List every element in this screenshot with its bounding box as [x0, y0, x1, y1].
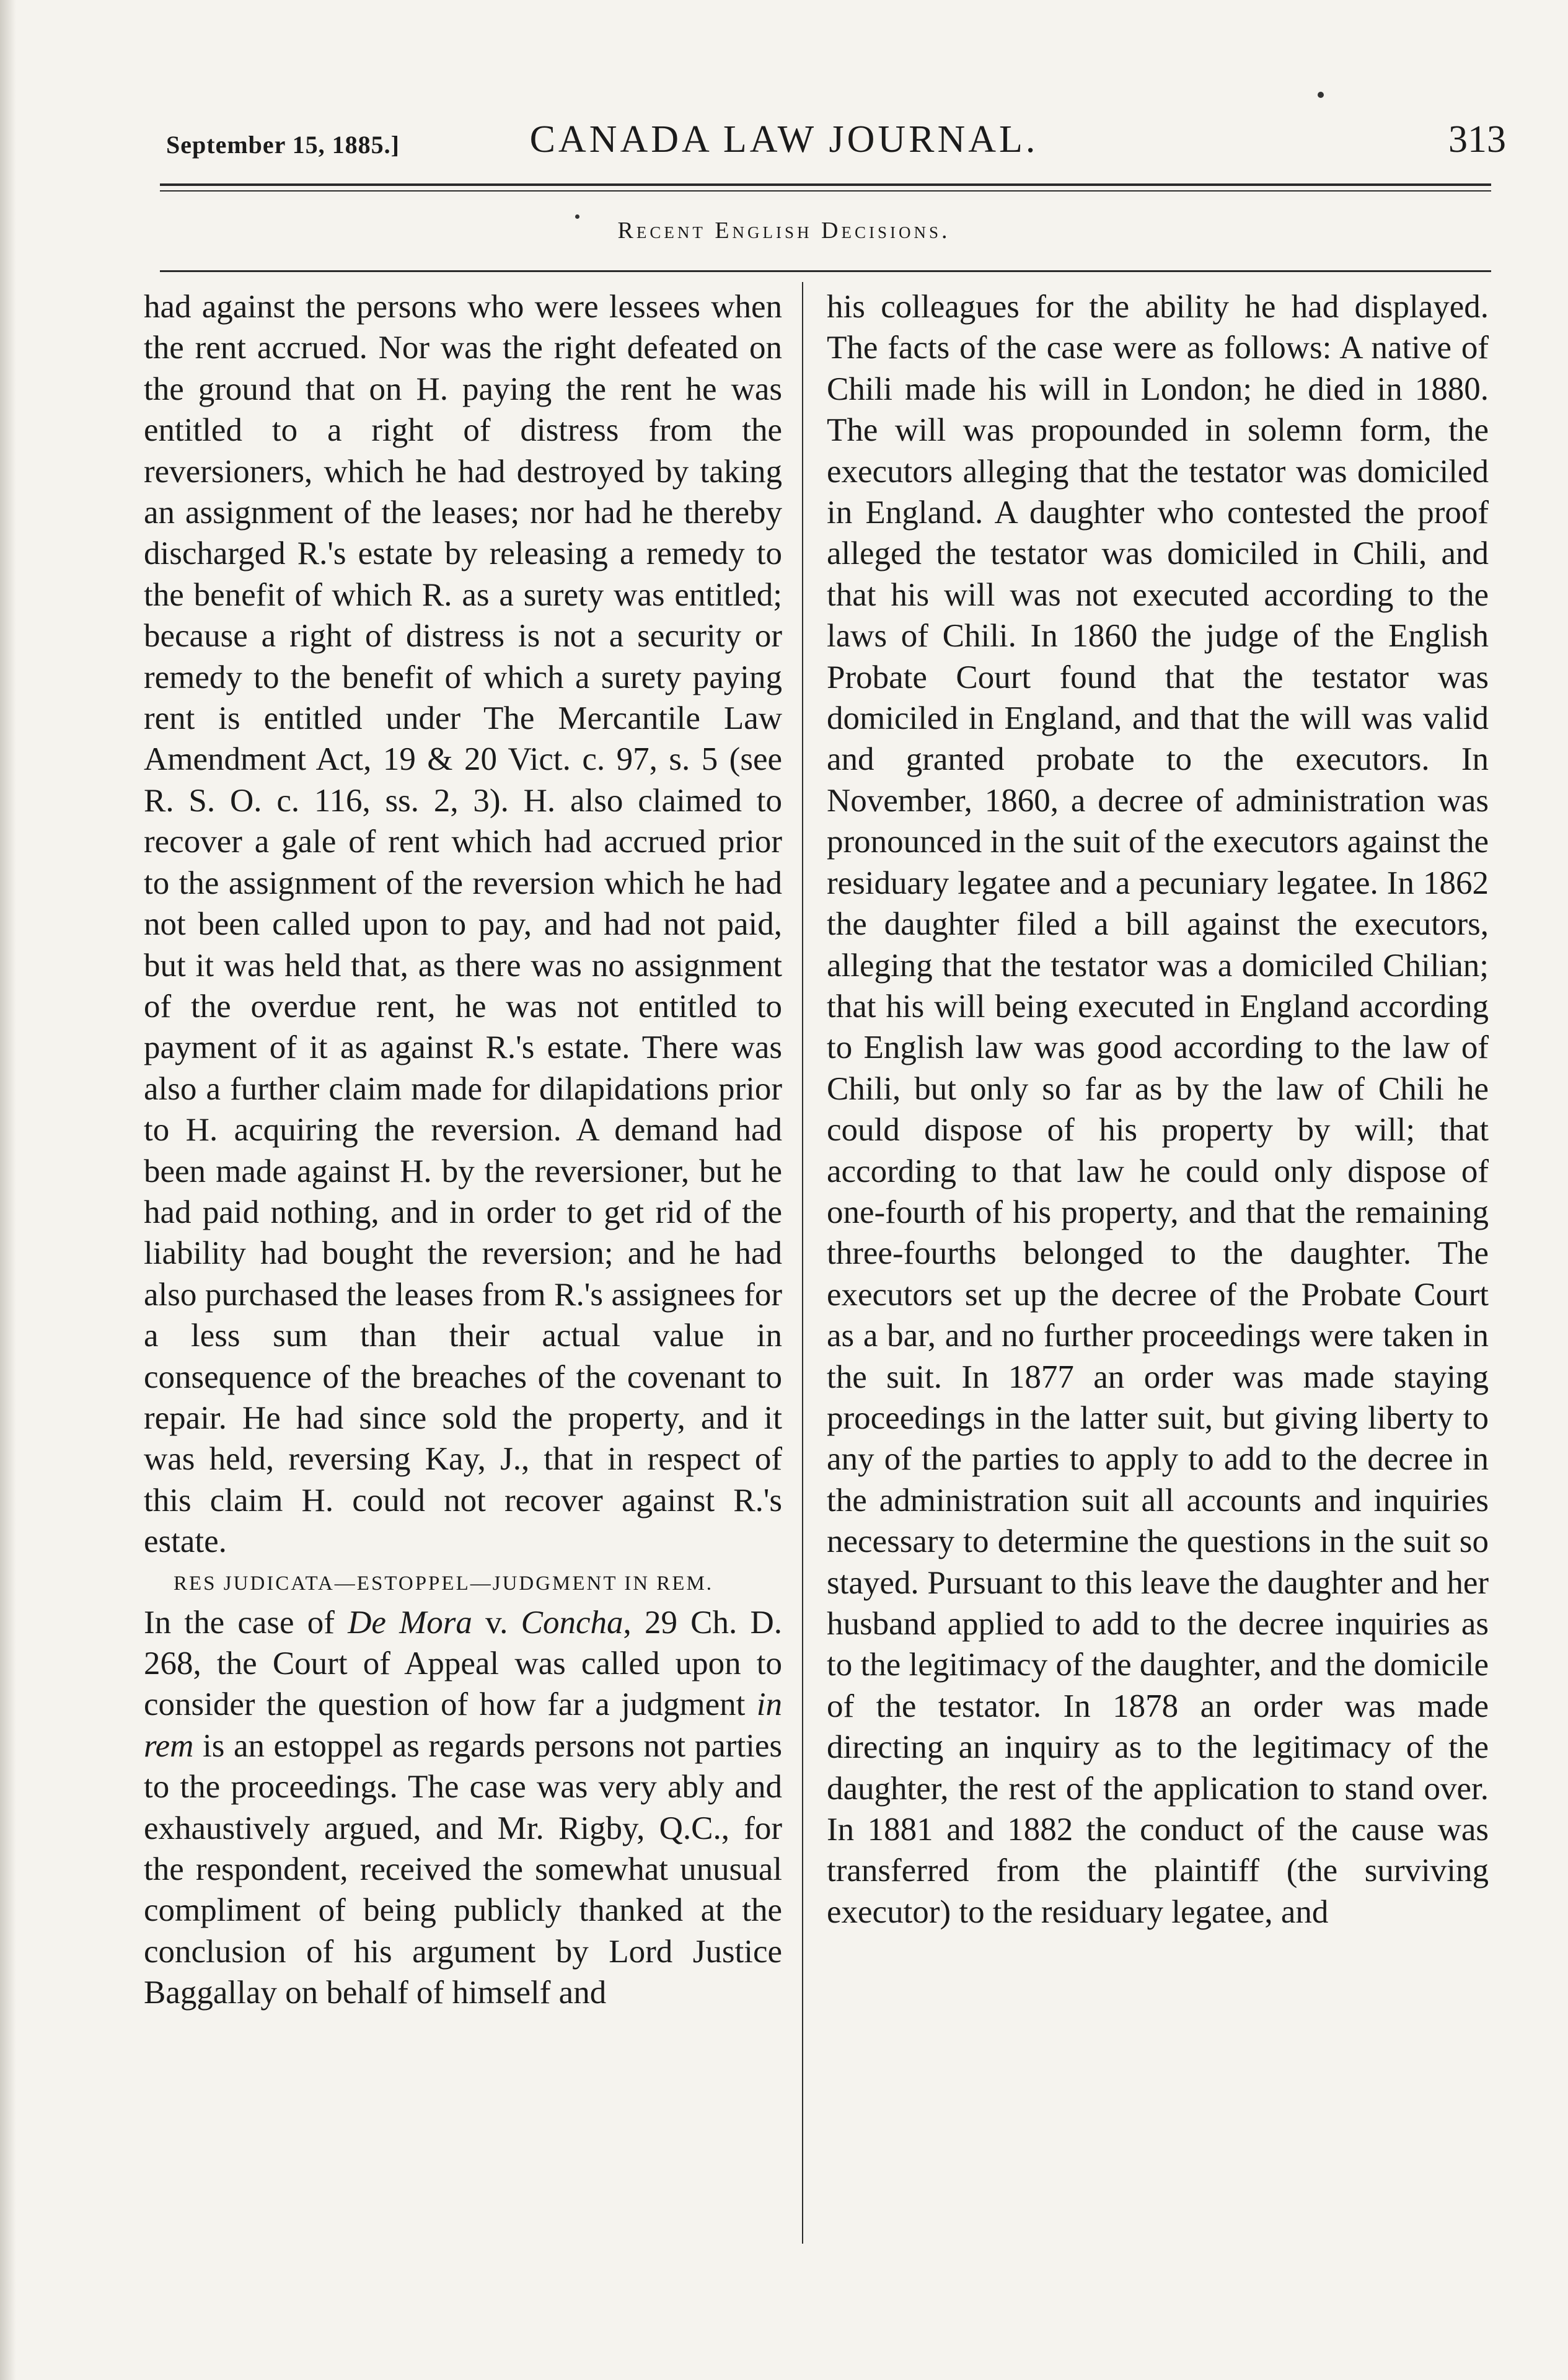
issue-date: September 15, 1885.] — [166, 131, 400, 159]
para2-text-a: In the case of — [144, 1604, 348, 1641]
section-subheading — [144, 1565, 782, 1602]
page-number: 313 — [1448, 118, 1506, 161]
section-title — [0, 217, 1568, 244]
section-rule — [160, 270, 1491, 272]
para2-text-c: is an estoppel as regards persons not parties to the proceedings. The case was very ably and exhaustively argued, and Mr. Rigby, Q.C., for the respondent, received the somewhat unusual compliment of being publicly thanked at the conclusion of his argument by Lord Justice Baggallay on behalf of himself and — [144, 1727, 782, 2011]
header-rule-thin — [160, 190, 1491, 192]
para2-text-b: , 29 Ch. D. 268, the Court of Appeal was called upon to consider the question of how far a judgment — [144, 1604, 783, 1723]
running-head — [0, 118, 1568, 174]
case-name-de-mora: De Mora — [348, 1604, 472, 1641]
right-column — [827, 286, 1489, 1933]
print-speck — [575, 214, 579, 219]
para2-versus: v. — [472, 1604, 521, 1641]
print-speck — [1318, 92, 1324, 98]
in-rem-term: in rem — [144, 1686, 782, 1764]
section-title-text: Recent English Decisions. — [617, 218, 951, 244]
right-paragraph-1: his colleagues for the ability he had displayed. The facts of the case were as follows: A native of Chili made his will in London; he died in 1880. The will was propounded in solemn form, the executors alleging that the testator was domiciled in England. A daughter who contested the proof alleged the testator was domiciled in Chili, and that his will was not executed according to the laws of Chili. In 1860 the judge of the English Probate Court found that the testator was domiciled in England, and that the will was valid and granted probate to the executors. In November, 1860, a decree of administration was pronounced in the suit of the executors against the residuary legatee and a pecuniary legatee. In 1862 the daughter filed a bill against the executors, alleging that the testator was a domiciled Chilian; that his will being executed in England according to English law was good according to the law of Chili, but only so far as by the law of Chili he could dispose of his property by will; that according to that law he could only dispose of one-fourth of his property, and that the remaining three-fourths belonged to the daughter. The executors set up the decree of the Probate Court as a bar, and no further proceedings were taken in the suit. In 1877 an order was made staying proceedings in the latter suit, but giving liberty to any of the parties to apply to add to the decree in the administration suit all accounts and inquiries necessary to determine the questions in the suit so stayed. Pursuant to this leave the daughter and her husband applied to add to the decree inquiries as to the legitimacy of the daughter, and the domicile of the testator. In 1878 an order was made directing an inquiry as to the legitimacy of the daughter, the rest of the application to stand over. In 1881 and 1882 the conduct of the cause was transferred from the plaintiff (the surviving executor) to the residuary legatee, and — [827, 289, 1489, 1930]
left-paragraph-1: had against the persons who were lessees when the rent accrued. Nor was the right defeated on the ground that on H. paying the rent he was entitled to a right of distress from the reversioners, which he had destroyed by taking an assignment of the leases; nor had he thereby discharged R.'s estate by releasing a remedy to the benefit of which R. as a surety was entitled; because a right of distress is not a security or remedy to the benefit of which a surety paying rent is entitled under The Mercantile Law Amendment Act, 19 & 20 Vict. c. 97, s. 5 (see R. S. O. c. 116, ss. 2, 3). H. also claimed to recover a gale of rent which had accrued prior to the assignment of the reversion which he had not been called upon to pay, and had not paid, but it was held that, as there was no assignment of the overdue rent, he was not entitled to payment of it as against R.'s estate. There was also a further claim made for dilapidations prior to H. acquiring the reversion. A demand had been made against H. by the reversioner, but he had paid nothing, and in order to get rid of the liability had bought the reversion; and he had also purchased the leases from R.'s assignees for a less sum than their actual value in consequence of the breaches of the covenant to repair. He had since sold the property, and it was held, reversing Kay, J., that in respect of this claim H. could not recover against R.'s estate. — [144, 289, 782, 1560]
column-divider — [802, 282, 803, 2244]
page-edge-shadow — [0, 0, 16, 2380]
header-rule-thick — [160, 183, 1491, 186]
subheading-text: RES JUDICATA—ESTOPPEL—JUDGMENT IN REM. — [174, 1572, 714, 1595]
left-paragraph-2 — [144, 1602, 782, 2014]
left-column — [144, 286, 782, 2014]
case-name-concha: Concha — [521, 1604, 623, 1641]
journal-title: CANADA LAW JOURNAL. — [529, 118, 1039, 161]
